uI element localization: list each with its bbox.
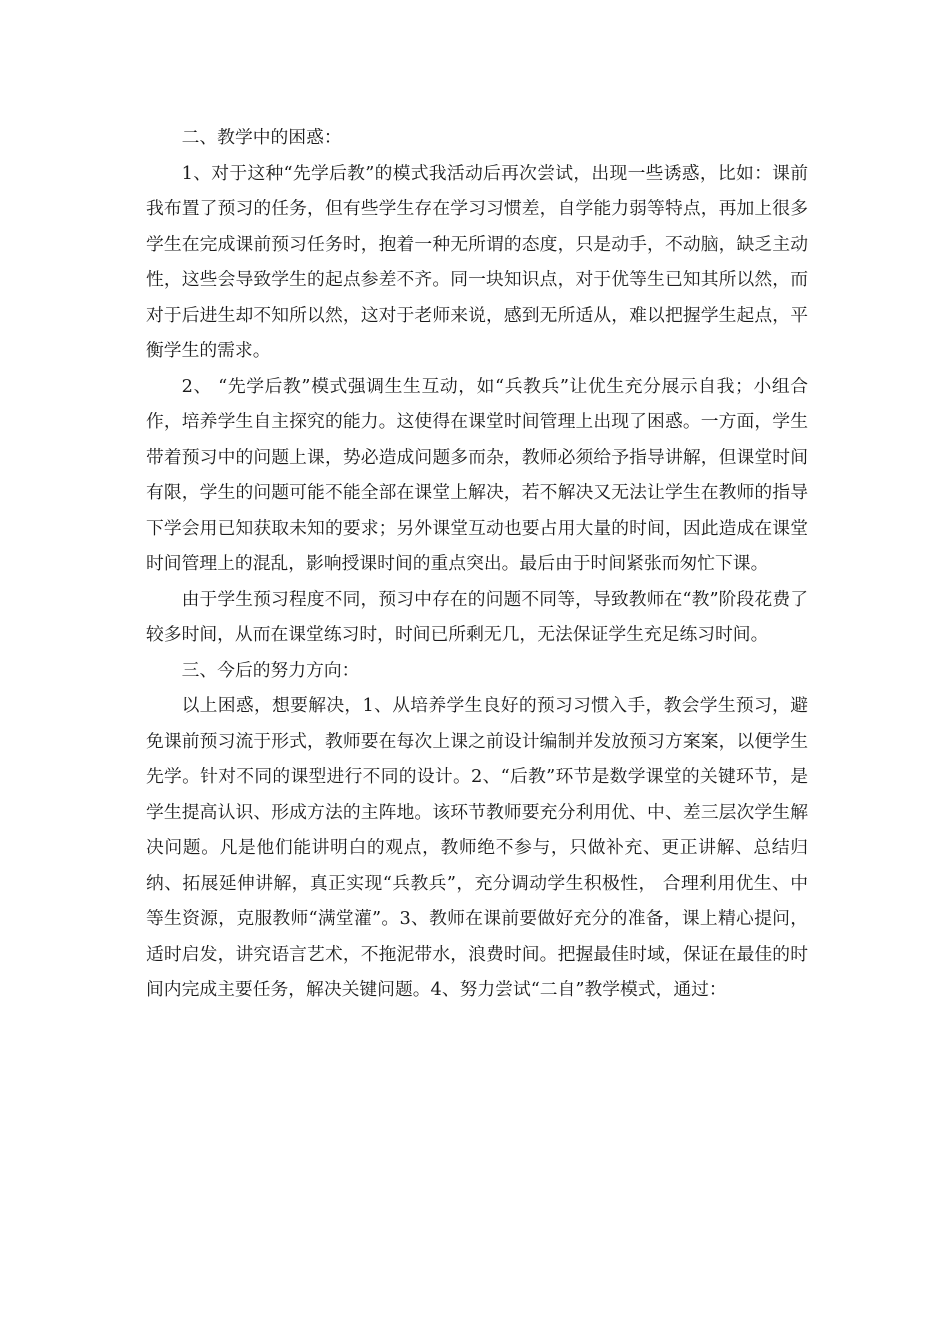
document-page — [146, 120, 808, 1008]
section-heading-future-direction: 三、今后的努力方向： — [181, 659, 360, 681]
section-heading-difficulties: 二、教学中的困惑： — [181, 127, 342, 148]
paragraph-1: 1、对于这种“先学后教”的模式我活动后再次尝试，出现一些诱惑，比如：课前我布置了预习的任务，但有些学生存在学习习惯差，自学能力弱等特点，再加上很多学生在完成课前预习任务时，抱着一种无所谓的态度，只是动手，不动脑，缺乏主动性，这些会导致学生的起点参差不齐。同一块知识点，对于优等生已知其所以然，而对于后进生却不知所以然，这对于老师来说，感到无所适从，难以把握学生起点，平衡学生的需求。 — [146, 162, 808, 361]
paragraph-2: 2、 “先学后教”模式强调生生互动，如“兵教兵”让优生充分展示自我；小组合作，培养学生自主探究的能力。这使得在课堂时间管理上出现了困惑。一方面，学生带着预习中的问题上课，势必造成问题多而杂，教师必须给予指导讲解，但课堂时间有限，学生的问题可能不能全部在课堂上解决，若不解决又无法让学生在教师的指导下学会用已知获取未知的要求；另外课堂互动也要占用大量的时间，因此造成在课堂时间管理上的混乱，影响授课时间的重点突出。最后由于时间紧张而匆忙下课。 — [146, 375, 808, 574]
paragraph-3: 由于学生预习程度不同，预习中存在的问题不同等，导致教师在“教”阶段花费了较多时间，从而在课堂练习时，时间已所剩无几，无法保证学生充足练习时间。 — [146, 588, 808, 645]
paragraph-4: 以上困惑，想要解决，1、从培养学生良好的预习习惯入手，教会学生预习，避免课前预习流于形式，教师要在每次上课之前设计编制并发放预习方案案，以便学生先学。针对不同的课型进行不同的设计。2、“后教”环节是数学课堂的关键环节，是学生提高认识、形成方法的主阵地。该环节教师要充分利用优、中、差三层次学生解决问题。凡是他们能讲明白的观点，教师绝不参与，只做补充、更正讲解、总结归纳、拓展延伸讲解，真正实现“兵教兵”，充分调动学生积极性， 合理利用优生、中等生资源，克服教师“满堂灌”。3、教师在课前要做好充分的准备，课上精心提问，适时启发，讲究语言艺术，不拖泥带水，浪费时间。把握最佳时域，保证在最佳的时间内完成主要任务，解决关键问题。4、努力尝试“二自”教学模式，通过： — [146, 695, 808, 1000]
